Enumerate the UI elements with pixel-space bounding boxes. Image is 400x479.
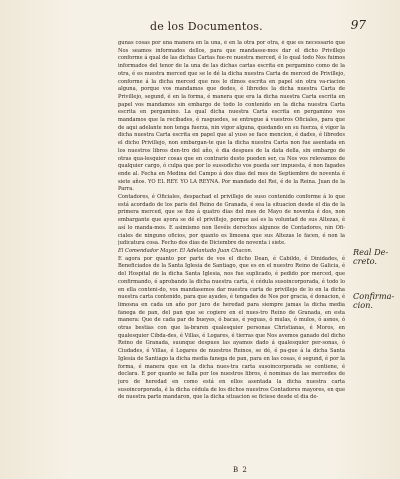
paragraph-2: Contadores, é Oficiales, despachad el privillejo de suso contenido conforme á lo que está acordado de los paris del Reino de Granada, é sea la situacion desde el dia de la primera merced, que se fizo á quatro dias del mes de Mayo de noventa é dos, non embargante que ayora se dé el privillejo, porque así es la voluntad de sus Altezas, é así lo manda-mos. E asimismo non llevéis derechos algunos de Contadores, nin Ofi-ciales de ninguno oficios, por quanto es limosna que sus Altezas le facen, é non la judicatura cosa. Fecho dos dias de Diciembre de noventa i siete.	[118, 194, 345, 247]
margin-note-confirmacion: Confirma-cion.	[353, 291, 395, 310]
running-title: de los Documentos.	[150, 20, 263, 33]
signature-line: El Comendador Mayor. El Adelantado Juan Chacon.	[118, 247, 253, 254]
margin-note-real-decreto: Real De-creto.	[353, 247, 389, 266]
printer-signature-mark: B 2	[233, 466, 248, 474]
paragraph-3: E agora por quanto por parte de vos el dicho Dean, é Cabildo, é Dinidades, é Beneficiados de la Santa Iglesia de Santiago, que es en el nuestro Reino de Galicia, é del Hospital de la dicha Santa Iglesia, nos fue suplicado, é pedido por merced, que confirmando, é aprobando la dicha nuestra carta, é cédula susoincorporada, é todo lo en ella conteni-do, vos mandasemos dar nuestra carta de privillejo de lo en la dicha nuestra carta contenido, para que ayades, é tengades de Nos por gracia, é donacion, é limosna en cada un año por juro de heredad para siempre jamas la dicha media fanega de pan, del pan que se cogiere en el nues-tro Reino de Granada, en esta manera: Que de cada par de bueyes, ó bacas, é yeguas, ó mulas, ó mulos, ó asnos, ó otras bestias con que la-braren qualesquier personas Christianas, é Moros, en qualesquier Cibda-des, é Villas, é Logares, é tierras que Nos avemos ganado del dicho Reino de Granada, suunque despues las ayamos dado á qualesquier per-sonas, ó Ciudades, é Villas, é Logares de nuestros Reinos, se dé, é pa-gue á la dicha Santa Iglesia de Santiago la dicha media fanega de pan, para en las cosas, é segund, é por la forma, é manera que en la dicha nues-tra carta susoincorporada se contiene, é declara. E por quanto se falla por los nuestros libros, é nominas de las mercedes de juro de heredad en como está en ellos asentada la dicha nuestra carta susoincorporada, é la dicha cédula de los dichos nuestros Contadores mayores, en que de nuestra parte mandaron, que la dicha situacion se ficiese desde el dia de-	[118, 255, 345, 401]
page-number: 97	[350, 18, 366, 32]
paragraph-1: gunas cosas por una manera en la una, é en la otra por otra, é que es necessario que Nos seamos informados dellos, para que mandasse-mos dar el dicho Privillejo conforme á qual de las dichas Cartas fue-re nuestra merced, é lo qual todo Nos fuimos informados del tenor de la una de las dichas cartas escrita en pergamino como de la otra, é es nuestra merced que se le dé la dicha nuestra Carta de merced de Privillejo, conforme á la dicha merced que nos le dimos escrita en papel sin otra va-riacion alguna, porque vos mandamos que dedes, é libredes la dicha nuestra Carta de Privillejo, segund, é en la forma, é manera que era la dicha nuestra Carta escrita en papel vos mandamos sin embargo de todo lo contenido en la dicha nuestra Carta escrita en pergamino. La qual dicha nuestra Carta escrita en pergamino vos mandamos que la recibades, é rasguedes, se entregue á vuestros Oficiales, para que de aqui adelante non tenga fuerza, nin vigor alguna, quedando en su fuerza, é vigor la dicha nuestra Carta escrita en papel que al yuso se face mencion, é dades, é libredes el dicho Privillejo, non embargan-te que la dicha nuestra Carta non fue asentada en los nuestros libros den-tro del año, é dia despues de la data della, sin embargo de otras qua-lesquier cosas que en contrario desto pueden ser, ca Nos vos relevamos de qualquier cargo, ó culpa que por lo sussodicho vos pueda ser impuesta, é non fagades ende al. Fecha en Medina del Campo á dos dias del mes de Septiembre de noventa é siete años. YO EL REY. YO LA REYNA. Por mandado del Rei, é de la Reina. Juan de la Parra.	[118, 40, 345, 193]
main-text-block	[118, 40, 345, 463]
